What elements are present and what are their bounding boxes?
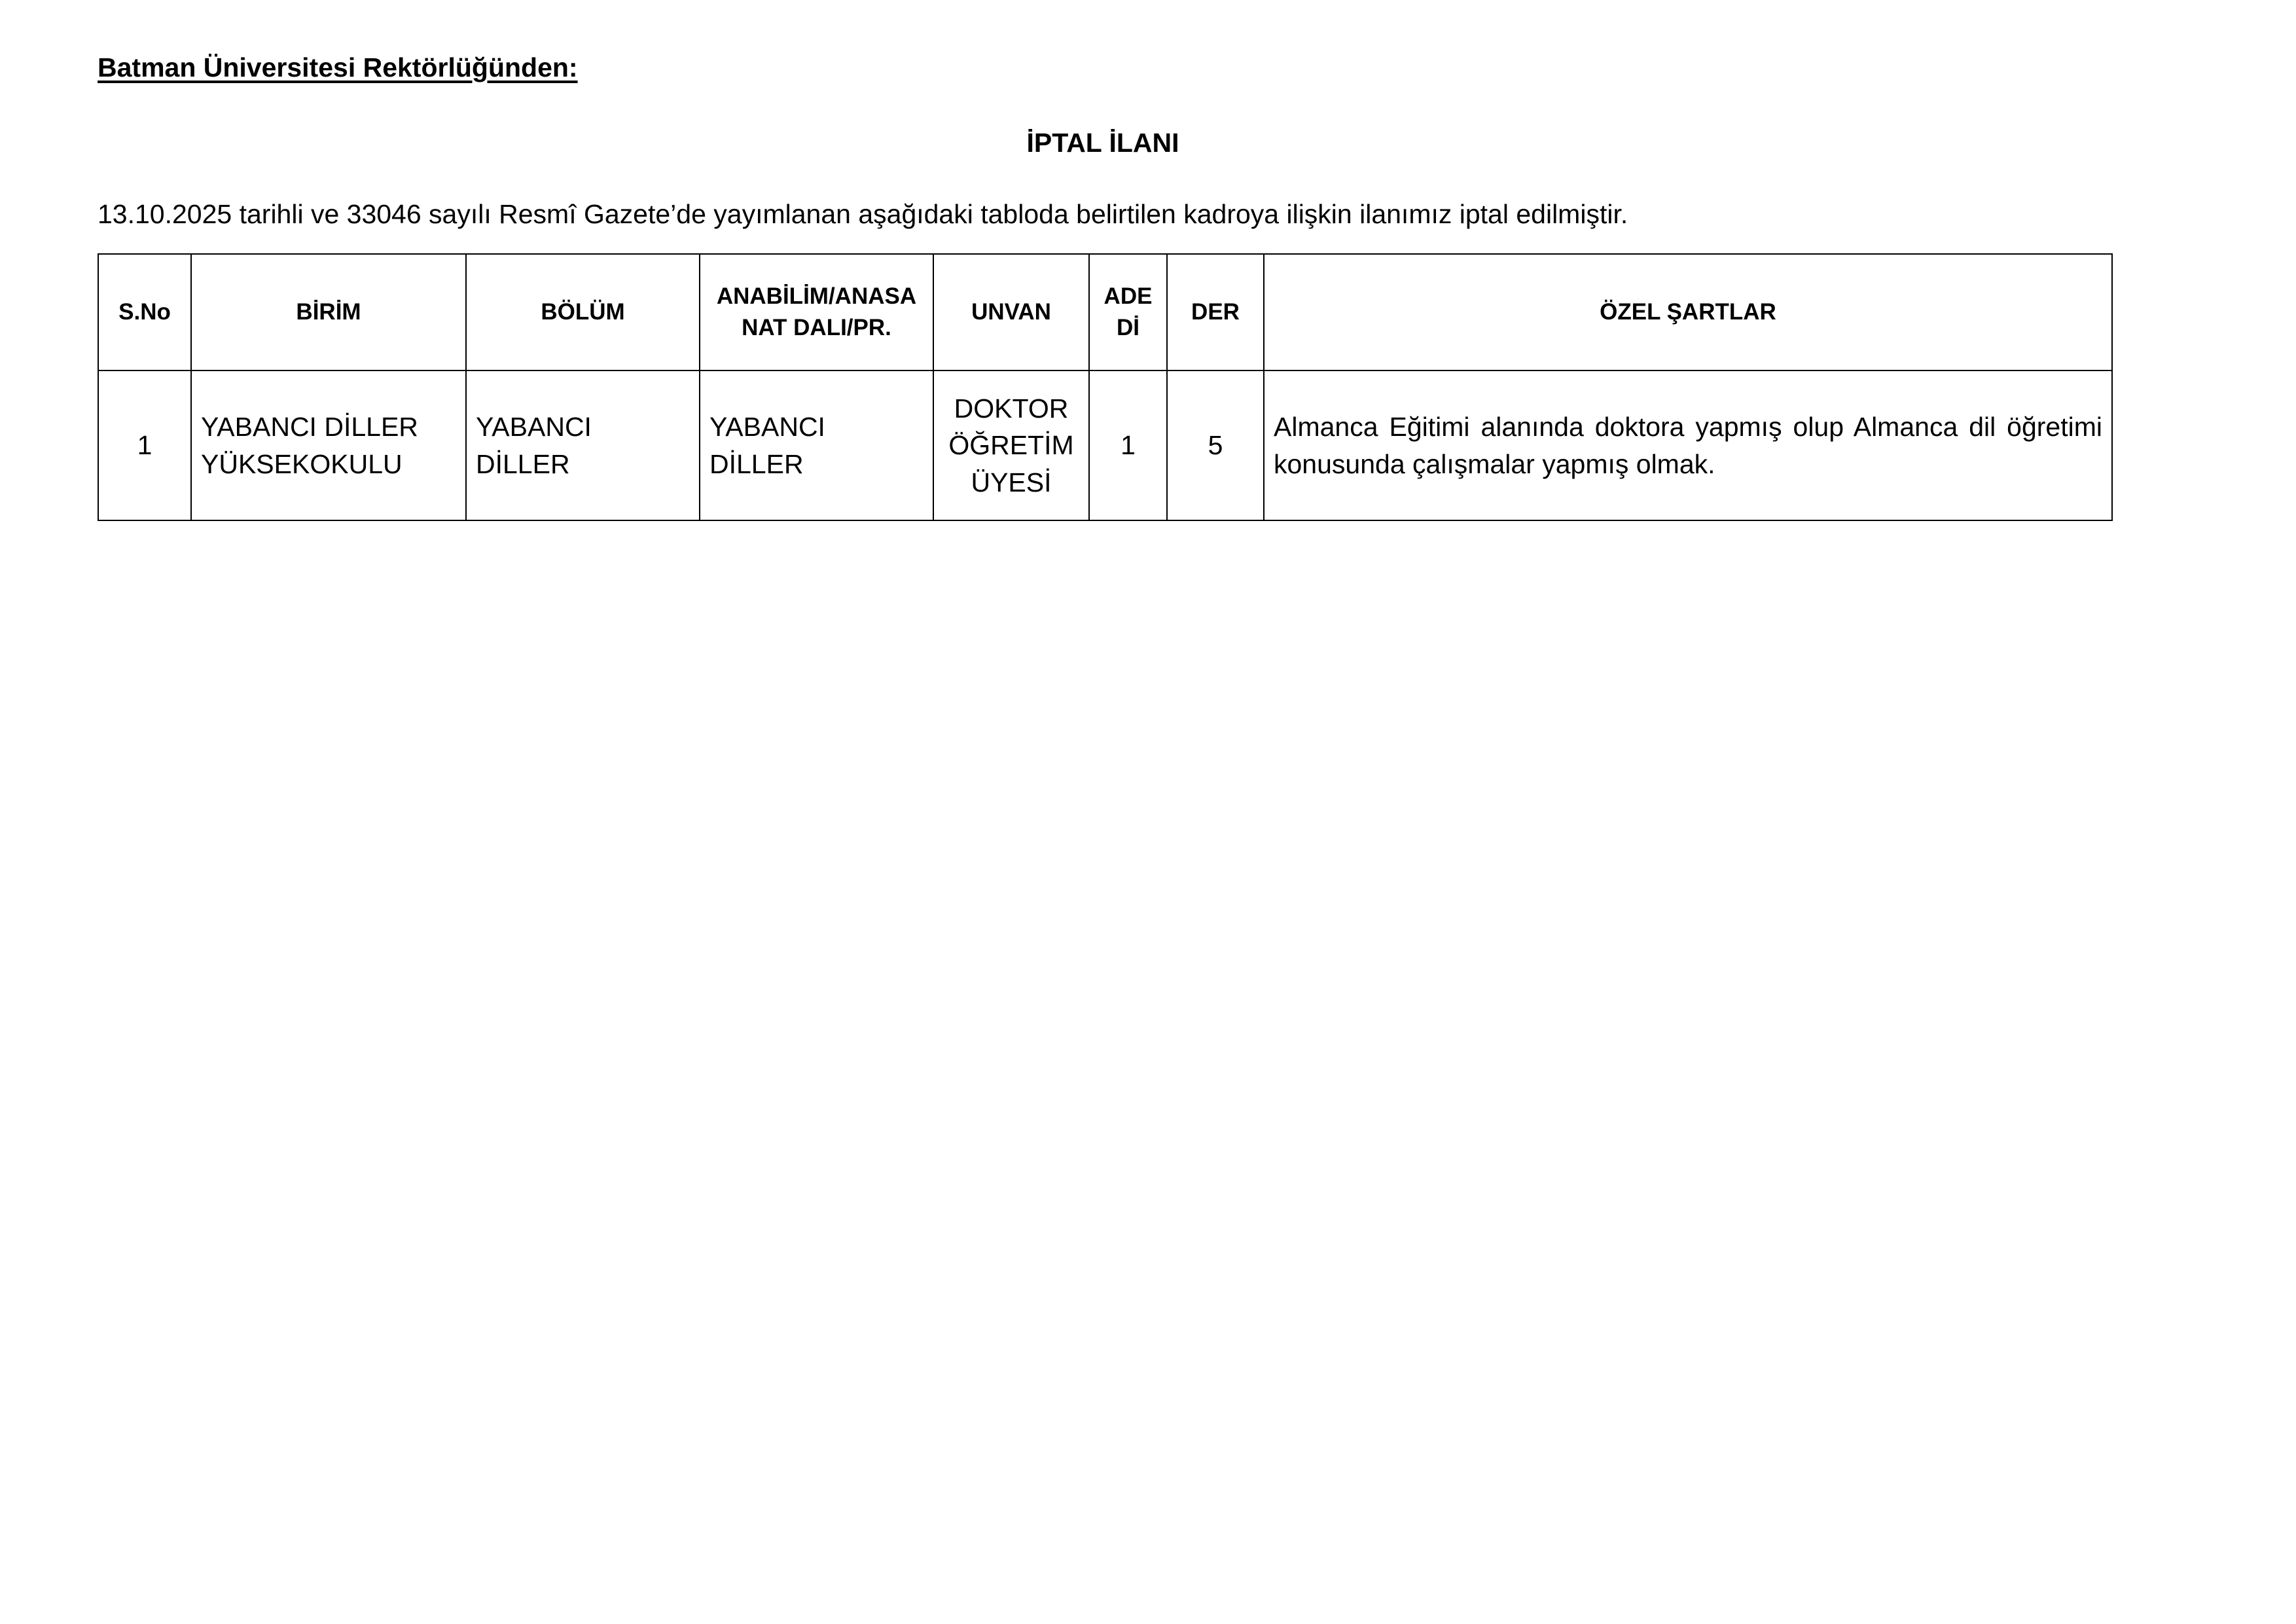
table-row bbox=[98, 370, 2112, 520]
cell-der: 5 bbox=[1167, 370, 1264, 520]
cell-unvan-line1: DOKTOR bbox=[954, 393, 1069, 424]
cell-birim-line1: YABANCI DİLLER bbox=[201, 412, 418, 442]
header-birim: BİRİM bbox=[191, 254, 466, 370]
header-unvan: UNVAN bbox=[933, 254, 1089, 370]
cell-anabilim: YABANCI DİLLER bbox=[700, 370, 933, 520]
cell-bolum: YABANCI DİLLER bbox=[466, 370, 700, 520]
page-heading: Batman Üniversitesi Rektörlüğünden: bbox=[98, 52, 578, 82]
header-anabilim-line1: ANABİLİM/ANASA bbox=[716, 283, 917, 310]
header-der: DER bbox=[1167, 254, 1264, 370]
notice-title: İPTAL İLANI bbox=[1026, 128, 1179, 158]
cell-ozel-sartlar: Almanca Eğitimi alanında doktora yapmış olup Almanca dil öğretimi konusunda çalışmalar yapmış olmak. bbox=[1264, 370, 2112, 520]
header-adedi-line2: Dİ bbox=[1117, 315, 1139, 340]
intro-paragraph: 13.10.2025 tarihli ve 33046 sayılı Resmî Gazete’de yayımlanan aşağıdaki tabloda belirtilen kadroya ilişkin ilanımız iptal edilmiştir. bbox=[98, 199, 1628, 229]
cell-birim-line2: YÜKSEKOKULU bbox=[201, 448, 403, 479]
header-sno: S.No bbox=[98, 254, 191, 370]
header-adedi-line1: ADE bbox=[1103, 283, 1153, 310]
table-header-row bbox=[98, 254, 2112, 370]
cell-birim bbox=[191, 370, 466, 520]
cell-unvan-line2: ÖĞRETİM bbox=[948, 430, 1074, 461]
header-adedi bbox=[1089, 254, 1167, 370]
header-anabilim bbox=[700, 254, 933, 370]
cell-adedi: 1 bbox=[1089, 370, 1167, 520]
cell-unvan-line3: ÜYESİ bbox=[971, 467, 1052, 497]
header-bolum: BÖLÜM bbox=[466, 254, 700, 370]
cell-sno: 1 bbox=[98, 370, 191, 520]
cell-unvan bbox=[933, 370, 1089, 520]
cadre-table bbox=[98, 253, 2113, 521]
header-ozel-sartlar: ÖZEL ŞARTLAR bbox=[1264, 254, 2112, 370]
header-anabilim-line2: NAT DALI/PR. bbox=[742, 315, 891, 340]
